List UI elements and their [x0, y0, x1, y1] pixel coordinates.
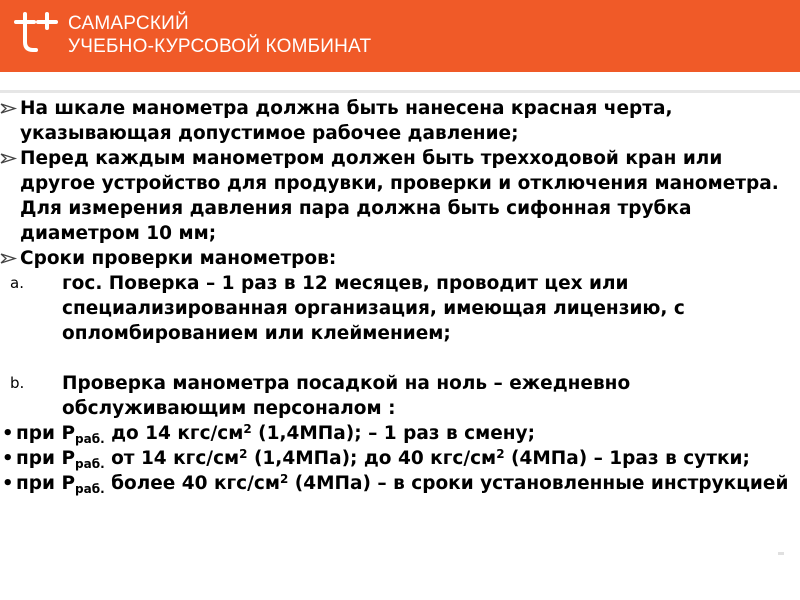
bullet-dot: • [2, 448, 14, 469]
brand-name [68, 12, 371, 58]
sublist-marker: b. [10, 374, 25, 392]
slide-content [0, 96, 790, 496]
superscript-2: 2 [496, 447, 505, 461]
list-item-text: На шкале манометра должна быть нанесена красная черта, указывающая допустимое рабочее давление; [20, 98, 673, 144]
arrow-bullet-icon [0, 96, 18, 121]
superscript-2: 2 [239, 447, 248, 461]
decorative-mark [778, 552, 784, 555]
bullet-text: (4МПа) – 1раз в сутки; [504, 448, 750, 469]
list-item-text: Перед каждым манометром должен быть трехходовой кран или другое устройство для продувки, проверки и отключения манометра. Для измерения давления пара должна быть сифонная трубка диаметром 10 мм; [20, 148, 779, 244]
sublist-text: гос. Поверка – 1 раз в 12 месяцев, проводит цех или специализированная организация, имеющая лицензию, с опломбированием или клеймением; [62, 273, 685, 344]
sublist-item-a [0, 271, 790, 346]
brand-line-1: САМАРСКИЙ [68, 13, 189, 34]
header-divider [0, 90, 800, 93]
bullet-dot: • [2, 473, 14, 494]
bullet-text: при [16, 448, 62, 469]
bullet-text: от 14 кгс/см [104, 448, 240, 469]
brand-line-2: УЧЕБНО-КУРСОВОЙ КОМБИНАТ [68, 36, 372, 57]
bullet-item-1 [0, 421, 790, 446]
sublist-marker: a. [10, 274, 24, 292]
bullet-text: при [16, 423, 62, 444]
sublist-text: Проверка манометра посадкой на ноль – ежедневно обслуживающим персоналом : [62, 373, 631, 419]
bullet-item-2 [0, 446, 790, 471]
bullet-text: (1,4МПа); до 40 кгс/см [247, 448, 497, 469]
header-banner [0, 0, 800, 72]
bullet-text: (1,4МПа); – 1 раз в смену; [251, 423, 536, 444]
arrow-bullet-icon [0, 246, 18, 271]
list-item-text: Сроки проверки манометров: [20, 248, 337, 269]
spacer [0, 346, 790, 371]
sublist-item-b [0, 371, 790, 421]
list-item-check-terms [0, 246, 790, 271]
bullet-text: при [16, 473, 62, 494]
arrow-bullet-icon [0, 146, 18, 171]
pressure-subscript: раб. [75, 482, 105, 496]
superscript-2: 2 [243, 422, 252, 436]
pressure-symbol: Р [61, 423, 75, 444]
tt-logo-icon [12, 10, 60, 58]
pressure-symbol: Р [61, 448, 75, 469]
pressure-subscript: раб. [75, 432, 105, 446]
bullet-text: (4МПа) – в сроки установленные инструкцией [288, 473, 789, 494]
pressure-symbol: Р [61, 473, 75, 494]
bullet-text: до 14 кгс/см [104, 423, 244, 444]
superscript-2: 2 [280, 472, 289, 486]
bullet-dot: • [2, 423, 14, 444]
bullet-item-3 [0, 471, 790, 496]
list-item-valve [0, 146, 790, 246]
bullet-text: более 40 кгс/см [104, 473, 280, 494]
pressure-subscript: раб. [75, 457, 105, 471]
list-item-red-line [0, 96, 790, 146]
